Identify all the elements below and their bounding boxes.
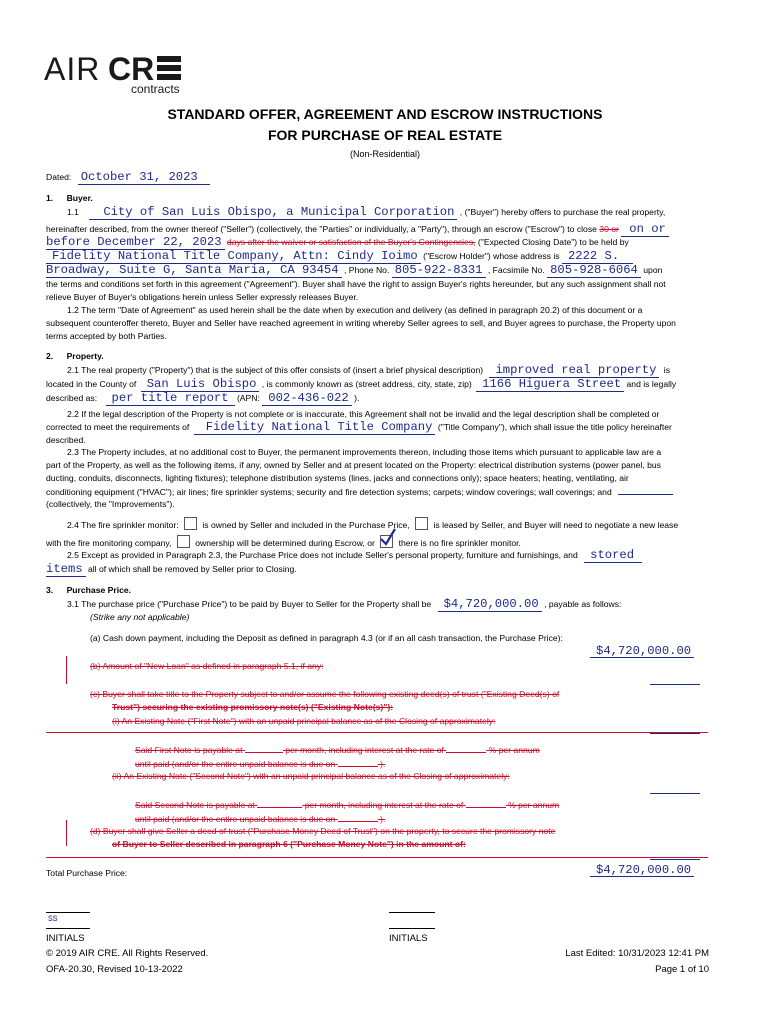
para-text: is leased by Seller, and Buyer will need to negotiate a new lease xyxy=(433,520,679,530)
struck-text: % per annum xyxy=(508,800,560,810)
struck-text: Trust") securing the existing promissory note(s) ("Existing Note(s)"): xyxy=(112,702,394,712)
struck-text: until paid (and/or the entire unpaid balance is due on xyxy=(135,814,336,824)
para-text: (collectively, the "Improvements"). xyxy=(46,499,175,509)
para-number: 1.1 xyxy=(67,207,79,217)
close-date-field-2[interactable]: before December 22, 2023 xyxy=(46,235,225,250)
section-number: 3. xyxy=(46,585,54,595)
initials-line-left xyxy=(46,912,90,913)
para-text: (Strike any not applicable) xyxy=(90,612,190,622)
p23-line5 xyxy=(46,499,175,509)
second-note-line xyxy=(112,771,510,781)
blank xyxy=(338,813,378,822)
para-text: relieve Buyer of Buyer's obligations herein unless Seller expressly releases Buyer. xyxy=(46,292,359,302)
air-cre-logo xyxy=(44,48,194,98)
struck-text: (c) Buyer shall take title to the Property subject to and/or assume the following existing deed(s) of trust ("Existing Deed(s) of xyxy=(90,689,560,699)
existing-deed-line2 xyxy=(112,702,393,712)
p25-line1 xyxy=(67,549,642,561)
p31-line1 xyxy=(67,598,621,610)
fax-field[interactable]: 805-928-6064 xyxy=(547,263,641,278)
apn-field[interactable]: 002-436-022 xyxy=(262,391,351,406)
svg-text:AIR: AIR xyxy=(44,51,101,87)
para-text: 2.1 The real property ("Property") that is the subject of this offer consists of (insert a brief physical description) xyxy=(67,365,484,375)
checkmark-icon xyxy=(380,528,396,546)
p11-line6 xyxy=(46,279,666,289)
para-text: is xyxy=(663,365,670,375)
legal-description-field[interactable]: per title report xyxy=(106,391,235,406)
struck-text: Said Second Note is payable at xyxy=(135,800,255,810)
initials-label-right: INITIALS xyxy=(389,933,428,944)
strike-note xyxy=(90,612,189,622)
para-text: with the fire monitoring company, xyxy=(46,538,172,548)
p11-line1 xyxy=(67,206,665,218)
monitor-leased-checkbox[interactable] xyxy=(415,517,428,530)
section-title: Purchase Price. xyxy=(66,585,132,595)
para-text: subsequent counteroffer thereto, Buyer and Seller have reached agreement in writing whereby Seller agrees to sell, and Buyer agrees to purchase, the Property upon xyxy=(46,318,676,328)
purchase-money-line1 xyxy=(90,826,555,836)
first-note-pay-line1 xyxy=(135,744,540,755)
monitor-owned-checkbox[interactable] xyxy=(184,517,197,530)
phone-label: , Phone No. xyxy=(343,265,390,275)
para-text: , payable as follows: xyxy=(544,599,622,609)
svg-text:CR: CR xyxy=(108,51,155,87)
cash-down-field[interactable]: $4,720,000.00 xyxy=(590,645,694,658)
form-id: OFA-20.30, Revised 10-13-2022 xyxy=(46,964,183,975)
p22-line2 xyxy=(46,421,672,433)
struck-text: of Buyer to Seller described in paragraph 6 ("Purchase Money Note") in the amount of: xyxy=(112,839,466,849)
revision-bar xyxy=(66,820,67,846)
section-2-heading xyxy=(46,351,104,361)
p23-line4 xyxy=(46,486,673,497)
first-note-line xyxy=(112,716,495,726)
para-text: described. xyxy=(46,435,86,445)
first-note-pay-line2 xyxy=(135,758,385,769)
p24-line2 xyxy=(46,535,521,548)
second-note-pay-line2 xyxy=(135,813,385,824)
property-description-field[interactable]: improved real property xyxy=(489,363,659,378)
escrow-address-field-1[interactable]: 2222 S. xyxy=(562,249,633,264)
first-note-amount-blank xyxy=(650,725,700,734)
initials-line-left-2 xyxy=(46,928,90,929)
p11-line7 xyxy=(46,292,358,302)
struck-text: (d) Buyer shall give Seller a deed of trust ("Purchase Money Deed of Trust") on the property, to secure the promissory note xyxy=(90,826,556,836)
para-text: 2.2 If the legal description of the Property is not complete or is inaccurate, this Agreement shall not be invalid and the legal description shall be completed or xyxy=(67,409,660,419)
p12-line2 xyxy=(46,318,676,328)
street-address-field[interactable]: 1166 Higuera Street xyxy=(476,377,624,392)
blank xyxy=(338,758,378,767)
para-text: 2.3 The Property includes, at no additional cost to Buyer, the permanent improvements thereon, including those items which pursuant to applicable law are a xyxy=(67,447,662,457)
cash-down-line xyxy=(90,633,563,643)
struck-text: % per annum xyxy=(488,745,540,755)
section-number: 1. xyxy=(46,193,54,203)
para-text: , is commonly known as (street address, city, state, zip) xyxy=(261,379,472,389)
air-cre-logo-graphic xyxy=(44,48,194,96)
para-text: , ("Buyer") hereby offers to purchase the real property, xyxy=(459,207,666,217)
blank xyxy=(245,744,283,753)
p12-line1 xyxy=(67,305,642,315)
dated-label: Dated: xyxy=(46,172,72,182)
para-text: and is legally xyxy=(626,379,677,389)
page-number: Page 1 of 10 xyxy=(655,964,709,975)
last-edited: Last Edited: 10/31/2023 12:41 PM xyxy=(565,948,709,959)
p21-line2 xyxy=(46,378,676,390)
para-text: ducting, conduits, disconnects, lighting fixtures); telephone distribution systems (lines, jacks and connections only); space heaters; heating, ventilating, air xyxy=(46,473,629,483)
para-text: part of the Property, as well as the following items, if any, owned by Seller and at present located on the Property: electrical distribution systems (power panel, bus xyxy=(46,460,661,470)
p24-line1 xyxy=(67,517,678,530)
p22-line3 xyxy=(46,435,86,445)
p21-line1 xyxy=(67,364,670,376)
existing-deed-line1 xyxy=(90,689,559,699)
para-text: 3.1 The purchase price ("Purchase Price") to be paid by Buyer to Seller for the Property shall be xyxy=(67,599,432,609)
document-title-line2: FOR PURCHASE OF REAL ESTATE xyxy=(267,127,503,143)
purchase-money-line2 xyxy=(112,839,466,849)
blank xyxy=(446,744,486,753)
para-text: 2.5 Except as provided in Paragraph 2.3, the Purchase Price does not include Seller's personal property, furniture and furnishings, and xyxy=(67,550,578,560)
total-price-label xyxy=(46,868,127,878)
p11-line3 xyxy=(46,236,629,248)
para-text: ("Expected Closing Date") to be held by xyxy=(477,237,629,247)
copyright: © 2019 AIR CRE. All Rights Reserved. xyxy=(46,948,209,959)
strike-line xyxy=(46,857,708,858)
para-text: is owned by Seller and included in the Purchase Price, xyxy=(202,520,410,530)
p23-line2 xyxy=(46,460,661,470)
purchase-price-field[interactable]: $4,720,000.00 xyxy=(438,597,542,612)
para-text: all of which shall be removed by Seller prior to Closing. xyxy=(87,564,297,574)
para-text: there is no fire sprinkler monitor. xyxy=(398,538,521,548)
phone-field[interactable]: 805-922-8331 xyxy=(392,263,486,278)
initials-label-left: INITIALS xyxy=(46,933,85,944)
document-subtitle: (Non-Residential) xyxy=(349,149,421,159)
struck-text: ). xyxy=(379,759,386,769)
struck-text: per month, including interest at the rate of xyxy=(304,800,464,810)
para-text: ). xyxy=(354,393,360,403)
para-text: described as: xyxy=(46,393,98,403)
struck-text: until paid (and/or the entire unpaid balance is due on xyxy=(135,759,336,769)
apn-label: (APN: xyxy=(236,393,260,403)
excluded-items-field-1[interactable]: stored xyxy=(584,548,642,563)
section-3-heading xyxy=(46,585,131,595)
revision-bar xyxy=(66,656,67,684)
para-text: 1.2 The term "Date of Agreement" as used herein shall be the date when by execution and delivery (as defined in paragraph 20.2) of this document or a xyxy=(67,305,643,315)
struck-text: 30 or xyxy=(599,224,619,234)
initials-mark[interactable]: SS xyxy=(48,915,58,924)
struck-text: Said First Note is payable at xyxy=(135,745,243,755)
para-text: ("Escrow Holder") whose address is xyxy=(423,251,560,261)
para-text: Total Purchase Price: xyxy=(46,868,128,878)
struck-text: ). xyxy=(379,814,386,824)
blank xyxy=(466,799,506,808)
dated-field[interactable]: October 31, 2023 xyxy=(78,170,210,185)
blank xyxy=(257,799,302,808)
para-text: conditioning equipment ("HVAC"); air lines; fire sprinkler systems; security and fire detection systems; carpets; window coverings; wall coverings; and xyxy=(46,487,612,497)
para-text: hereinafter described, from the owner thereof ("Seller") (collectively, the "Parties" or individually, a "Party"), through an escrow ("Escrow") to close xyxy=(46,224,597,234)
fax-label: , Facsimile No. xyxy=(487,265,545,275)
improvements-blank[interactable] xyxy=(618,486,673,495)
svg-text:contracts: contracts xyxy=(131,82,180,96)
dated-row xyxy=(46,171,210,183)
escrow-holder-field[interactable]: Fidelity National Title Company, Attn: Cindy Ioimo xyxy=(46,249,421,264)
para-text: upon xyxy=(643,265,663,275)
p23-line1 xyxy=(67,447,661,457)
document-title: STANDARD OFFER, AGREEMENT AND ESCROW INSTRUCTIONS xyxy=(167,106,603,122)
para-text: located in the County of xyxy=(46,379,137,389)
p11-line5 xyxy=(46,264,662,276)
new-loan-amount-blank xyxy=(650,676,700,685)
para-text: 2.4 The fire sprinkler monitor: xyxy=(67,520,179,530)
p12-line3 xyxy=(46,331,167,341)
title-company-field[interactable]: Fidelity National Title Company xyxy=(194,420,436,435)
p11-line4 xyxy=(46,250,633,262)
initials-line-right xyxy=(389,912,435,913)
close-date-field-1[interactable]: on or xyxy=(621,222,669,237)
second-note-amount-blank xyxy=(650,785,700,794)
section-number: 2. xyxy=(46,351,54,361)
para-text: (a) Cash down payment, including the Deposit as defined in paragraph 4.3 (or if an all cash transaction, the Purchase Price): xyxy=(90,633,563,643)
struck-text: (ii) An Existing Note ("Second Note") with an unpaid principal balance as of the Closing of approximately: xyxy=(112,771,510,781)
purchase-money-amount-blank xyxy=(650,851,700,860)
second-note-pay-line1 xyxy=(135,799,559,810)
new-loan-line xyxy=(90,661,324,671)
section-title: Property. xyxy=(66,351,104,361)
para-text: ownership will be determined during Escrow, or xyxy=(195,538,375,548)
initials-line-right-2 xyxy=(389,928,435,929)
total-price-field[interactable]: $4,720,000.00 xyxy=(590,864,694,877)
para-text: ("Title Company"), which shall issue the title policy hereinafter xyxy=(437,422,672,432)
struck-text: days after the waiver or satisfaction of the Buyer's Contingencies, xyxy=(226,237,476,247)
escrow-address-field-2[interactable]: Broadway, Suite G, Santa Maria, CA 93454 xyxy=(46,263,342,278)
struck-text: (i) An Existing Note ("First Note") with an unpaid principal balance as of the Closing of approximately: xyxy=(112,716,496,726)
struck-text: (b) Amount of "New Loan" as defined in paragraph 5.1, if any: xyxy=(90,661,324,671)
p11-line2 xyxy=(46,223,669,235)
para-text: corrected to meet the requirements of xyxy=(46,422,190,432)
county-field[interactable]: San Luis Obispo xyxy=(141,377,260,392)
strike-line xyxy=(46,732,708,733)
excluded-items-field-2[interactable]: items xyxy=(46,562,86,577)
p22-line1 xyxy=(67,409,659,419)
section-title: Buyer. xyxy=(66,193,93,203)
p25-line2 xyxy=(46,563,297,575)
monitor-escrow-checkbox[interactable] xyxy=(177,535,190,548)
no-monitor-checkbox[interactable] xyxy=(380,535,393,548)
buyer-field[interactable]: City of San Luis Obispo, a Municipal Corporation xyxy=(89,205,457,220)
p23-line3 xyxy=(46,473,629,483)
struck-text: per month, including interest at the rate of xyxy=(285,745,444,755)
p21-line3 xyxy=(46,392,359,404)
para-text: terms accepted by both Parties. xyxy=(46,331,167,341)
para-text: the terms and conditions set forth in this agreement ("Agreement"). Buyer shall have the right to assign Buyer's rights hereunder, but any such assignment shall not xyxy=(46,279,666,289)
section-1-heading xyxy=(46,193,93,203)
